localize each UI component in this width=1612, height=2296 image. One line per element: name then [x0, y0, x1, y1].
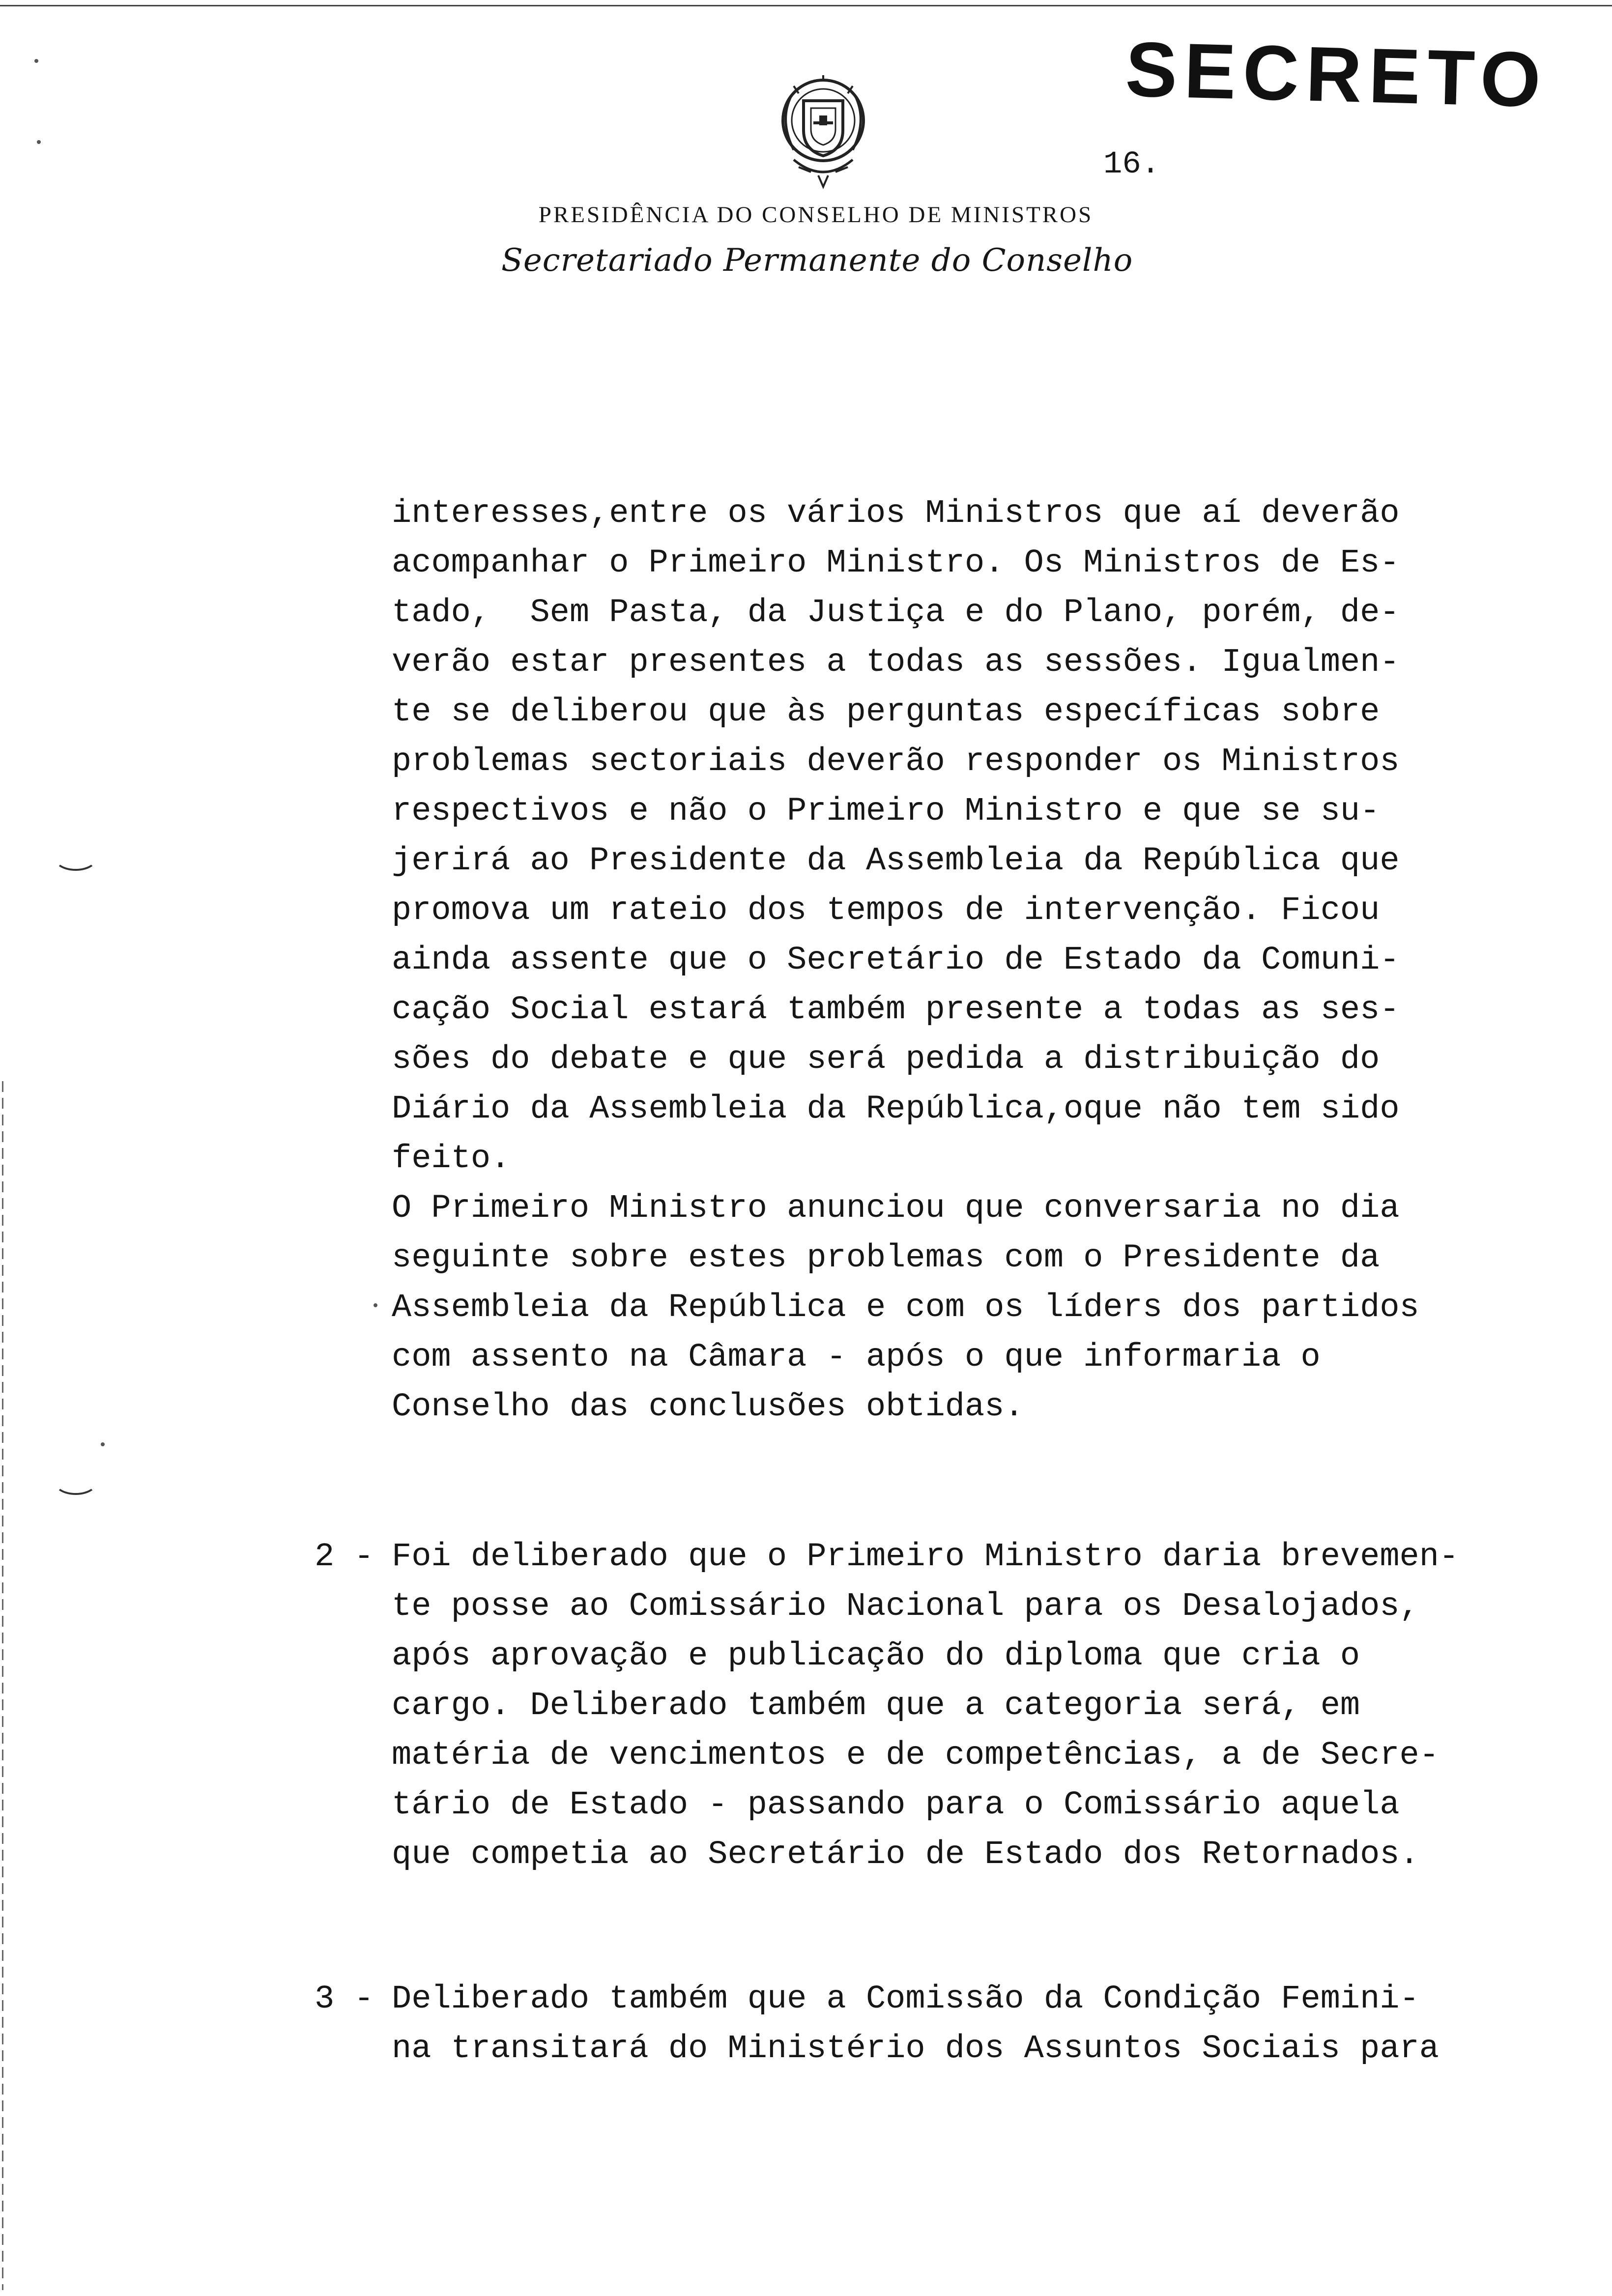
- scan-speck: [101, 1442, 105, 1446]
- text-line: que competia ao Secretário de Estado dos Retornados.: [392, 1836, 1419, 1873]
- text-line: Assembleia da República e com os líders dos partidos: [392, 1289, 1419, 1326]
- coat-of-arms-icon: [764, 66, 882, 194]
- text-line: problemas sectoriais deverão responder os Ministros: [392, 743, 1400, 780]
- scan-speck: [37, 140, 41, 144]
- text-line: interesses,entre os vários Ministros que aí deverão: [392, 495, 1400, 532]
- text-line: jerirá ao Presidente da Assembleia da República que: [392, 842, 1400, 880]
- classification-stamp: SECRETO: [1124, 26, 1549, 124]
- text-line: feito.: [392, 1140, 511, 1177]
- text-line: te posse ao Comissário Nacional para os Desalojados,: [392, 1588, 1419, 1625]
- text-line: te se deliberou que às perguntas específicas sobre: [392, 693, 1380, 731]
- scan-speck: [374, 1303, 377, 1307]
- left-edge-perforation: [2, 1081, 3, 2290]
- text-line: tado, Sem Pasta, da Justiça e do Plano, porém, de-: [392, 594, 1400, 631]
- text-line: tário de Estado - passando para o Comissário aquela: [392, 1786, 1400, 1824]
- item-number: 2 -: [315, 1538, 374, 1576]
- punch-hole-mark: [54, 1469, 97, 1495]
- text-line: Conselho das conclusões obtidas.: [392, 1388, 1024, 1426]
- organization-subtitle: Secretariado Permanente do Conselho: [501, 242, 1133, 279]
- item-number: 3 -: [315, 1980, 374, 2018]
- text-line: cargo. Deliberado também que a categoria será, em: [392, 1687, 1360, 1724]
- punch-hole-mark: [54, 845, 97, 871]
- text-line: com assento na Câmara - após o que informaria o: [392, 1339, 1321, 1376]
- text-line: seguinte sobre estes problemas com o Presidente da: [392, 1239, 1380, 1277]
- text-line: promova um rateio dos tempos de intervenção. Ficou: [392, 892, 1380, 929]
- text-line: ainda assente que o Secretário de Estado da Comuni-: [392, 942, 1400, 979]
- text-line: após aprovação e publicação do diploma que cria o: [392, 1637, 1360, 1675]
- organization-name: PRESIDÊNCIA DO CONSELHO DE MINISTROS: [538, 202, 1094, 228]
- top-edge-rule: [0, 5, 1612, 6]
- text-line: sões do debate e que será pedida a distribuição do: [392, 1041, 1380, 1078]
- continuation-paragraph: [392, 489, 1493, 1432]
- text-line: Foi deliberado que o Primeiro Ministro daria brevemen-: [392, 1538, 1459, 1576]
- text-line: cação Social estará também presente a todas as ses-: [392, 991, 1400, 1029]
- item-text: [392, 1975, 1493, 2074]
- text-line: respectivos e não o Primeiro Ministro e que se su-: [392, 793, 1380, 830]
- text-line: Deliberado também que a Comissão da Condição Femini-: [392, 1980, 1419, 2018]
- page-number: 16.: [1103, 147, 1160, 182]
- text-line: Diário da Assembleia da República,oque não tem sido: [392, 1091, 1400, 1128]
- text-line: na transitará do Ministério dos Assuntos Sociais para: [392, 2030, 1439, 2067]
- scan-speck: [34, 59, 38, 63]
- text-line: verão estar presentes a todas as sessões. Igualmen-: [392, 644, 1400, 681]
- text-line: acompanhar o Primeiro Ministro. Os Ministros de Es-: [392, 545, 1400, 582]
- item-text: [392, 1532, 1493, 1880]
- text-line: O Primeiro Ministro anunciou que conversaria no dia: [392, 1190, 1400, 1227]
- text-line: matéria de vencimentos e de competências, a de Secre-: [392, 1737, 1439, 1774]
